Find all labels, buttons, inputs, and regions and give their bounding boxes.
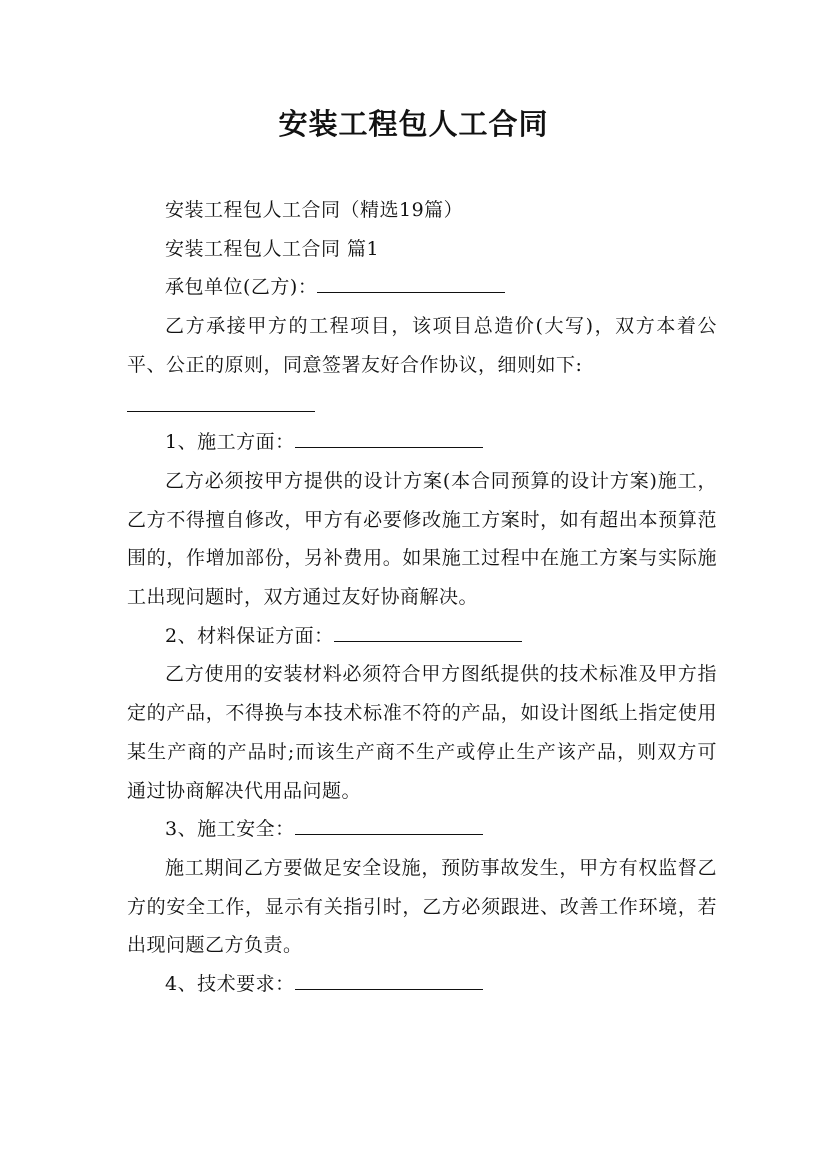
item2-paragraph: 乙方使用的安装材料必须符合甲方图纸提供的技术标准及甲方指定的产品，不得换与本技术标准不符的产品，如设计图纸上指定使用某生产商的产品时;而该生产商不生产或停止生产该产品，则双方可通过协商解决代用品问题。 (127, 663, 717, 802)
contractor-line (127, 268, 717, 307)
contractor-blank (317, 291, 505, 293)
document-body (127, 191, 717, 1004)
item2-blank (334, 640, 522, 642)
item1-paragraph: 乙方必须按甲方提供的设计方案(本合同预算的设计方案)施工，乙方不得擅自修改，甲方有必要修改施工方案时，如有超出本预算范围的，作增加部份，另补费用。如果施工过程中在施工方案与实际施工出现问题时，双方通过友好协商解决。 (127, 469, 717, 609)
item3-line (127, 810, 717, 849)
item4-label: 4、技术要求： (165, 973, 295, 996)
item1-label: 1、施工方面： (165, 431, 295, 454)
contractor-label: 承包单位(乙方)： (165, 276, 318, 299)
item2-label: 2、材料保证方面： (165, 624, 334, 647)
document-subtitle: 安装工程包人工合同（精选19篇） (165, 199, 464, 221)
item3-label: 3、施工安全： (165, 818, 295, 841)
document-title: 安装工程包人工合同 (278, 107, 549, 141)
item3-blank (295, 833, 483, 835)
intro-blank (127, 410, 315, 412)
intro-paragraph: 乙方承接甲方的工程项目，该项目总造价(大写)，双方本着公平、公正的原则，同意签署友好合作协议，细则如下: (127, 315, 717, 376)
item4-line (127, 965, 717, 1004)
item1-blank (295, 446, 483, 448)
item3-paragraph: 施工期间乙方要做足安全设施，预防事故发生，甲方有权监督乙方的安全工作，显示有关指引时，乙方必须跟进、改善工作环境，若出现问题乙方负责。 (127, 856, 717, 957)
item2-line (127, 617, 717, 656)
intro-blank-line (127, 385, 717, 424)
section-title: 安装工程包人工合同 篇1 (165, 237, 380, 260)
item4-blank (295, 988, 483, 990)
item1-line (127, 423, 717, 462)
